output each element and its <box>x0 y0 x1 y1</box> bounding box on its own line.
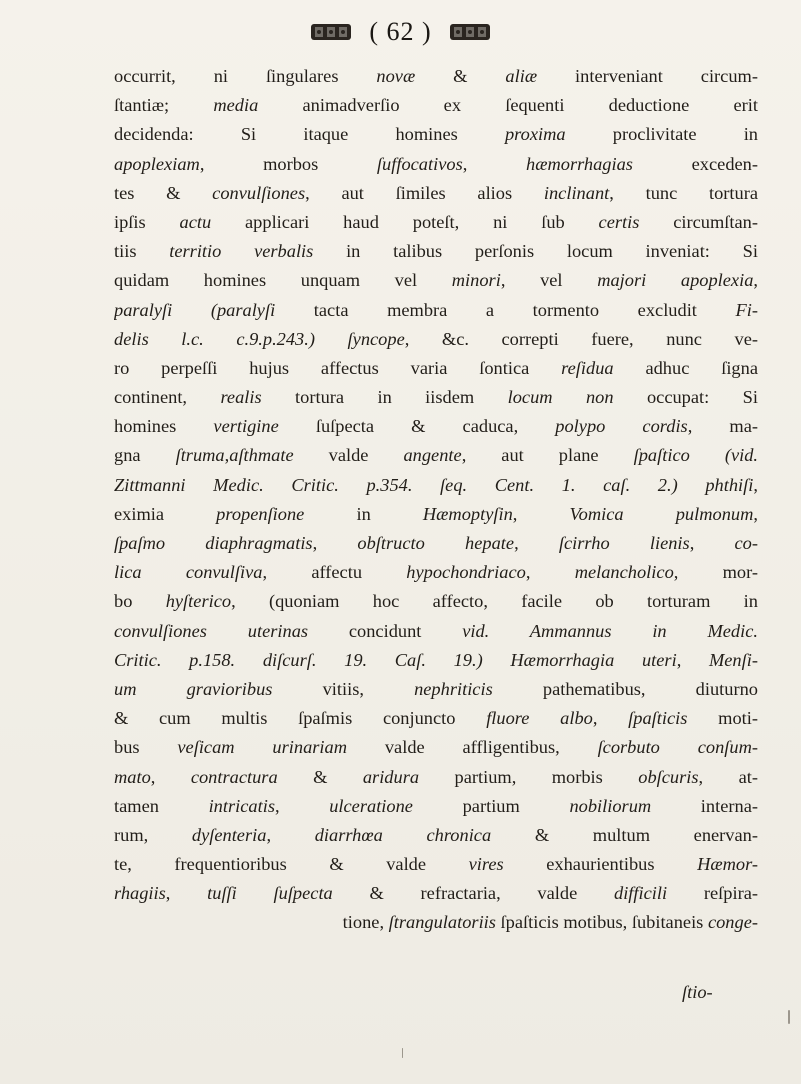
text-line <box>114 792 758 821</box>
italic-run: nobiliorum <box>569 795 652 816</box>
italic-run: delis l.c. c.9.p.243.) <box>114 328 315 349</box>
italic-run: contractura <box>190 766 278 787</box>
italic-run: obſcuris <box>638 766 699 787</box>
italic-run: hyſterico <box>165 591 232 612</box>
text-run: ſtantiæ; <box>114 95 214 116</box>
text-run: interveniant circum- <box>537 66 758 86</box>
text-run: gna <box>114 445 176 466</box>
text-run: continent, <box>114 387 221 408</box>
text-line <box>114 150 758 179</box>
italic-run: actu <box>179 211 212 232</box>
text-run: te, frequentioribus & valde <box>114 854 469 875</box>
text-line <box>114 120 758 149</box>
text-run: in <box>304 503 423 524</box>
text-line <box>114 354 758 383</box>
text-line <box>114 62 758 91</box>
italic-run: proxima <box>504 124 566 145</box>
text-run: valde <box>293 445 404 466</box>
text-run: occurrit, ni ſingulares <box>114 66 377 86</box>
text-run: moti- <box>687 708 758 729</box>
text-run: eximia <box>114 503 217 524</box>
text-run: ro perpeſſi hujus affectus varia ſontica <box>114 357 562 378</box>
text-run: valde affligentibus, <box>347 737 598 758</box>
text-run: , <box>512 503 570 524</box>
italic-run: rhagiis <box>114 883 166 904</box>
text-run: applicari haud poteſt, ni ſub <box>211 211 599 232</box>
text-run <box>315 329 348 349</box>
text-line <box>114 763 758 792</box>
text-line <box>114 646 758 675</box>
text-run: tortura in iisdem <box>261 387 508 408</box>
text-line <box>114 208 758 237</box>
paper-speck <box>402 1048 403 1058</box>
text-run: ſpaſticis motibus, ſubitaneis <box>495 912 708 933</box>
text-run: tiis <box>114 241 170 262</box>
page-header <box>0 14 801 50</box>
italic-run: ſpaſmo diaphragmatis <box>114 533 313 553</box>
italic-run: aſthmate <box>229 445 294 466</box>
italic-run: vertigine <box>213 416 279 437</box>
text-run: , morbos <box>199 153 377 174</box>
text-run: exceden- <box>632 153 758 174</box>
text-line <box>114 617 758 646</box>
italic-run: lica convulſiva <box>114 562 263 583</box>
italic-run: Menſi- <box>708 649 758 670</box>
italic-run: conge- <box>707 912 758 933</box>
italic-run: difficili <box>614 883 668 904</box>
text-run: & refractaria, valde <box>332 883 614 904</box>
italic-run: Zittmanni Medic. Critic. p.354. ſeq. Cent. 1. caſ. 2.) <box>114 474 678 495</box>
text-run: , vel <box>500 270 598 291</box>
text-line <box>114 587 758 616</box>
text-line <box>114 821 758 850</box>
italic-run: convulſiones <box>212 182 306 203</box>
italic-run: Hæmorrhagia uteri <box>510 649 677 670</box>
text-run: , aut plane <box>461 445 634 466</box>
text-run: & <box>415 66 506 86</box>
italic-run: reſidua <box>561 357 614 378</box>
text-run: , <box>312 533 358 553</box>
text-run: occupat: Si <box>613 387 758 408</box>
text-run: ipſis <box>114 211 180 232</box>
italic-run: paralyſi (paralyſi <box>114 299 276 320</box>
text-line <box>114 179 758 208</box>
italic-run: tuſſi ſuſpecta <box>207 883 333 904</box>
text-line <box>114 558 758 587</box>
text-line <box>114 675 758 704</box>
text-run: , affectu <box>262 562 407 583</box>
text-run <box>678 475 706 495</box>
text-line <box>114 266 758 295</box>
text-run: , <box>514 533 559 553</box>
text-run: & cum multis ſpaſmis conjuncto <box>114 708 487 729</box>
italic-run: ſcorbuto conſum- <box>597 737 758 758</box>
italic-run: minori <box>451 270 501 291</box>
italic-run: diarrhœa chronica <box>314 824 492 845</box>
italic-run: Vomica pulmonum <box>569 503 754 524</box>
text-run: , tunc tortura <box>609 182 758 203</box>
text-run: bus <box>114 737 178 758</box>
text-run: , <box>689 533 735 553</box>
text-line <box>114 500 758 529</box>
text-run: , <box>224 445 230 466</box>
italic-run: Hæmor- <box>697 854 758 875</box>
catchword: ſtio- <box>682 982 713 1002</box>
paper-speck <box>788 1010 790 1024</box>
text-run: , (quoniam hoc affecto, facile ob torturam in <box>231 591 758 612</box>
text-run: bo <box>114 591 166 612</box>
text-line <box>114 879 758 908</box>
text-run: , <box>525 562 575 583</box>
text-run: , <box>592 708 629 729</box>
text-run: proclivitate in <box>565 124 758 145</box>
text-run: quidam homines unquam vel <box>114 270 452 291</box>
text-run: homines <box>114 416 214 437</box>
text-run: adhuc ſigna <box>613 357 758 378</box>
italic-run: apoplexiam <box>114 153 200 174</box>
italic-run: ſcirrho lienis <box>558 533 690 553</box>
italic-run: ſpaſtico (vid. <box>633 445 758 466</box>
text-run: , mor- <box>673 562 758 583</box>
text-line <box>114 471 758 500</box>
italic-run: certis <box>598 211 640 232</box>
italic-run: phthiſi <box>705 474 754 495</box>
italic-run: Critic. p.158. diſcurſ. 19. Caſ. 19.) <box>114 649 483 670</box>
italic-run: mato <box>114 766 151 787</box>
italic-run: aliæ <box>505 66 538 86</box>
text-line <box>114 325 758 354</box>
text-run: concidunt <box>308 620 463 641</box>
italic-run: vid. Ammannus in Medic. <box>462 620 758 641</box>
text-run: , <box>462 153 526 174</box>
italic-run: co- <box>734 533 758 553</box>
text-run: , <box>266 824 315 845</box>
italic-run: ſpaſticis <box>628 708 688 729</box>
italic-run: hæmorrhagias <box>526 153 633 174</box>
text-run: , <box>165 883 208 904</box>
text-run: interna- <box>651 795 758 816</box>
text-run: vitiis, <box>272 678 415 699</box>
text-line <box>114 412 758 441</box>
italic-run: ſyncope <box>347 328 405 349</box>
text-line <box>114 383 758 412</box>
text-run: , <box>676 649 709 670</box>
italic-run: media <box>213 95 259 116</box>
text-line <box>114 850 758 879</box>
text-line <box>114 529 758 558</box>
italic-run: Hæmoptyſin <box>422 503 513 524</box>
text-run: , at- <box>698 766 758 787</box>
text-run: , &c. correpti fuere, nunc ve- <box>404 328 758 349</box>
text-run: exhaurientibus <box>503 854 698 875</box>
text-line <box>114 733 758 762</box>
text-line <box>114 441 758 470</box>
italic-run: vires <box>468 854 504 875</box>
text-run: tes & <box>114 182 213 203</box>
italic-run: propenſione <box>216 503 305 524</box>
italic-run: angente <box>403 445 462 466</box>
text-run: tamen <box>114 795 209 816</box>
body-text <box>114 62 758 938</box>
italic-run: majori apoplexia <box>597 270 754 291</box>
text-run: , aut ſimiles alios <box>305 182 544 203</box>
italic-run: nephriticis <box>414 678 493 699</box>
text-line <box>114 91 758 120</box>
italic-run: polypo cordis <box>555 416 688 437</box>
italic-run: locum non <box>507 387 614 408</box>
italic-run: realis <box>220 387 262 408</box>
text-run: , <box>753 474 758 495</box>
text-run: pathematibus, diuturno <box>492 678 758 699</box>
text-run: , <box>753 503 758 524</box>
text-run: animadverſio ex ſequenti deductione erit <box>258 95 758 116</box>
italic-run: melancholico <box>574 562 674 583</box>
text-run: & <box>277 766 363 787</box>
italic-run: Fi- <box>735 299 758 320</box>
text-run: tacta membra a tormento excludit <box>275 299 736 320</box>
italic-run: ſtruma <box>175 445 225 466</box>
text-run: tione, <box>342 912 389 933</box>
text-run: decidenda: Si itaque homines <box>114 124 505 145</box>
italic-run: novæ <box>376 66 416 86</box>
italic-run: hypochondriaco <box>406 562 526 583</box>
page-number: ( 62 ) <box>369 17 432 46</box>
text-run: reſpira- <box>667 883 758 904</box>
italic-run: territio verbalis <box>169 241 314 262</box>
right-ornament-icon <box>448 21 492 43</box>
italic-run: obſtructo hepate <box>357 533 515 553</box>
text-run: in talibus perſonis locum inveniat: Si <box>313 241 758 262</box>
text-line <box>114 237 758 266</box>
left-ornament-icon <box>309 21 353 43</box>
italic-run: intricatis <box>208 795 275 816</box>
italic-run: dyſenteria <box>191 824 267 845</box>
text-run: & multum enervan- <box>491 824 758 845</box>
text-line <box>114 908 758 937</box>
italic-run: convulſiones uterinas <box>114 620 309 641</box>
text-run <box>483 650 511 670</box>
italic-run: inclinant <box>543 182 610 203</box>
italic-run: aridura <box>362 766 420 787</box>
italic-run: ulceratione <box>329 795 413 816</box>
italic-run: ſuffocativos <box>376 153 463 174</box>
text-run: , ma- <box>687 416 758 437</box>
italic-run: um gravioribus <box>114 678 273 699</box>
text-run: partium, morbis <box>419 766 639 787</box>
text-run: ſuſpecta & caduca, <box>278 416 556 437</box>
text-run: circumſtan- <box>639 211 758 232</box>
text-run: rum, <box>114 824 192 845</box>
italic-run: ſtrangulatoriis <box>388 912 496 933</box>
italic-run: fluore albo <box>486 708 593 729</box>
text-line <box>114 704 758 733</box>
italic-run: veſicam urinariam <box>177 737 348 758</box>
text-run: , <box>753 270 758 291</box>
text-line <box>114 296 758 325</box>
text-run: partium <box>412 795 570 816</box>
text-run: , <box>150 766 191 787</box>
text-run: , <box>274 795 330 816</box>
